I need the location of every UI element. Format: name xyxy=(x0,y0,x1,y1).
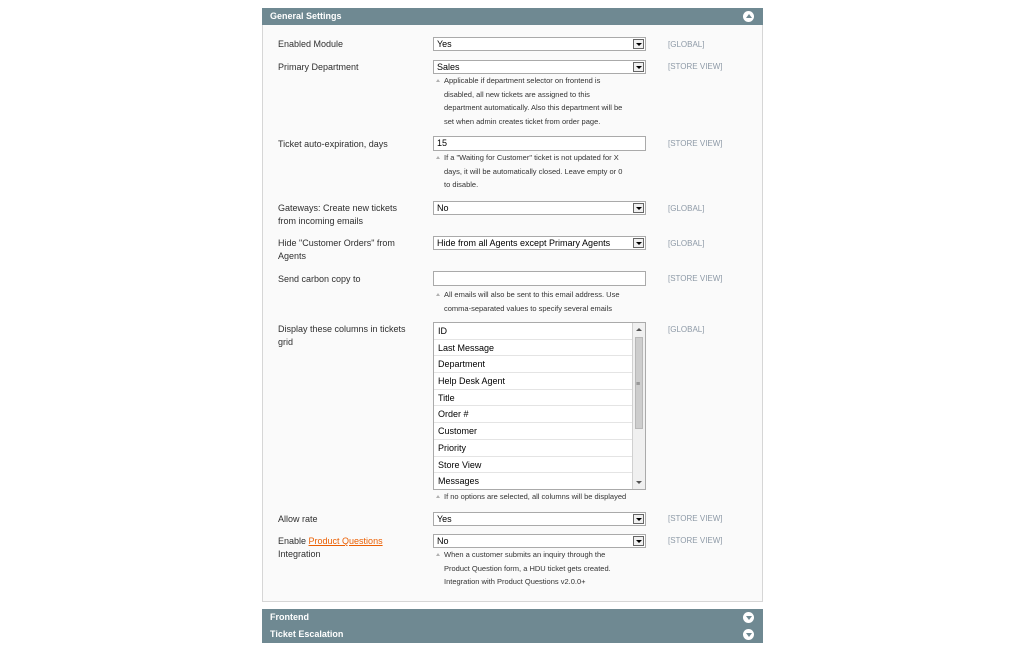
scope-label: [STORE VIEW] xyxy=(668,139,723,148)
dropdown-arrow-icon xyxy=(633,514,644,524)
list-item[interactable]: Help Desk Agent xyxy=(434,373,633,390)
product-questions-select[interactable] xyxy=(433,534,646,548)
auto-expiration-note: If a "Waiting for Customer" ticket is not updated for X days, it will be automatically closed. Leave empty or 0 to disable. xyxy=(436,151,646,192)
scope-label: [STORE VIEW] xyxy=(668,536,723,545)
product-questions-note: When a customer submits an inquiry through the Product Question form, a HDU ticket gets created. Integration with Product Questions v2.0.0+ xyxy=(436,548,646,589)
scope-label: [STORE VIEW] xyxy=(668,62,723,71)
dropdown-arrow-icon xyxy=(633,39,644,49)
hide-orders-label: Hide "Customer Orders" from Agents xyxy=(278,238,395,261)
selected-value: No xyxy=(437,203,449,213)
scope-label: [GLOBAL] xyxy=(668,204,705,213)
primary-department-select[interactable] xyxy=(433,60,646,74)
note-arrow-icon xyxy=(436,79,440,82)
dropdown-arrow-icon xyxy=(633,62,644,72)
auto-expiration-input[interactable]: 15 xyxy=(433,136,646,151)
dropdown-arrow-icon xyxy=(633,238,644,248)
selected-value: Yes xyxy=(437,39,452,49)
gateways-label: Gateways: Create new tickets from incoming emails xyxy=(278,203,398,226)
scope-label: [GLOBAL] xyxy=(668,239,705,248)
carbon-copy-note: All emails will also be sent to this email address. Use comma-separated values to specify several emails xyxy=(436,288,646,315)
enabled-module-select[interactable] xyxy=(433,37,646,51)
product-questions-link[interactable]: Product Questions xyxy=(308,536,383,546)
product-questions-label: Enable Product Questions Integration xyxy=(278,536,383,559)
grid-columns-multiselect[interactable] xyxy=(433,322,646,490)
scroll-down-icon[interactable] xyxy=(636,481,642,484)
list-item[interactable]: Customer xyxy=(434,423,633,440)
list-item[interactable]: Priority xyxy=(434,440,633,457)
chevron-down-icon[interactable] xyxy=(743,629,754,640)
list-item[interactable]: Title xyxy=(434,390,633,407)
carbon-copy-input[interactable] xyxy=(433,271,646,286)
note-arrow-icon xyxy=(436,495,440,498)
grid-columns-label: Display these columns in tickets grid xyxy=(278,324,406,347)
scope-label: [GLOBAL] xyxy=(668,325,705,334)
dropdown-arrow-icon xyxy=(633,536,644,546)
section-header-ticket-escalation[interactable] xyxy=(262,626,763,643)
scope-label: [STORE VIEW] xyxy=(668,274,723,283)
selected-value: Yes xyxy=(437,514,452,524)
chevron-down-icon[interactable] xyxy=(743,612,754,623)
chevron-up-icon[interactable] xyxy=(743,11,754,22)
section-header-frontend[interactable] xyxy=(262,609,763,626)
dropdown-arrow-icon xyxy=(633,203,644,213)
list-item[interactable]: Department xyxy=(434,356,633,373)
selected-value: No xyxy=(437,536,449,546)
list-item[interactable]: Last Message xyxy=(434,340,633,357)
scrollbar[interactable] xyxy=(632,323,645,489)
note-arrow-icon xyxy=(436,156,440,159)
primary-department-label: Primary Department xyxy=(278,62,359,72)
hide-orders-select[interactable] xyxy=(433,236,646,250)
allow-rate-select[interactable] xyxy=(433,512,646,526)
carbon-copy-label: Send carbon copy to xyxy=(278,274,361,284)
section-title: General Settings xyxy=(270,11,342,21)
scope-label: [GLOBAL] xyxy=(668,40,705,49)
list-item[interactable]: Store View xyxy=(434,457,633,474)
selected-value: Hide from all Agents except Primary Agents xyxy=(437,238,611,248)
selected-value: Sales xyxy=(437,62,460,72)
note-arrow-icon xyxy=(436,553,440,556)
section-header-general-settings[interactable] xyxy=(262,8,763,25)
auto-expiration-label: Ticket auto-expiration, days xyxy=(278,139,388,149)
section-title: Ticket Escalation xyxy=(270,629,344,639)
section-title: Frontend xyxy=(270,612,309,622)
note-arrow-icon xyxy=(436,293,440,296)
grid-columns-note: If no options are selected, all columns will be displayed xyxy=(436,490,651,504)
primary-department-note: Applicable if department selector on frontend is disabled, all new tickets are assigned to this department automatically. Also this department will be set when admin creates ticket from order page. xyxy=(436,74,646,128)
list-item[interactable]: ID xyxy=(434,323,633,340)
gateways-select[interactable] xyxy=(433,201,646,215)
allow-rate-label: Allow rate xyxy=(278,514,318,524)
list-item[interactable]: Messages xyxy=(434,473,633,490)
scroll-up-icon[interactable] xyxy=(636,328,642,331)
enabled-module-label: Enabled Module xyxy=(278,39,344,49)
scope-label: [STORE VIEW] xyxy=(668,514,723,523)
list-item[interactable]: Order # xyxy=(434,406,633,423)
grip-icon: ≡ xyxy=(636,381,641,388)
